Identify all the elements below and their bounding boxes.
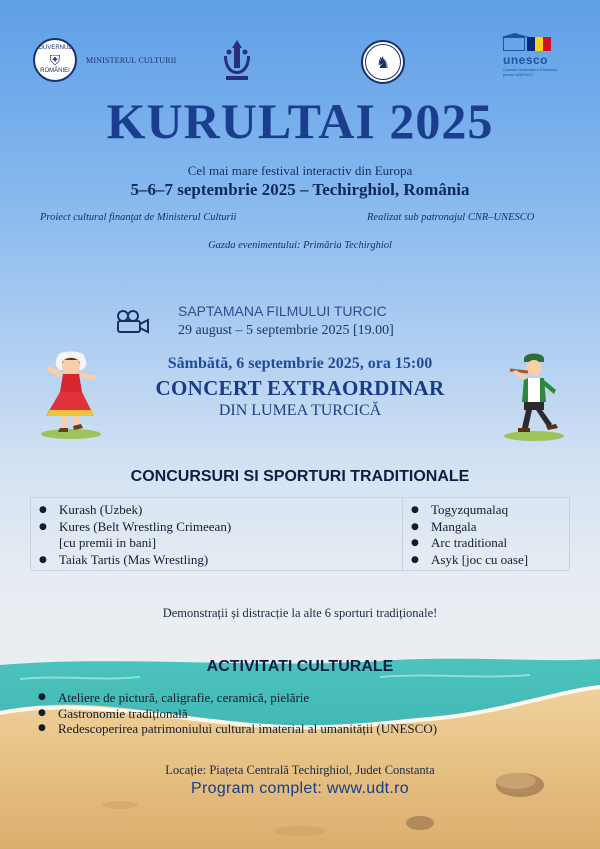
unesco-commission-text: Comisia Națională a României pentru UNESCO xyxy=(503,67,557,77)
beach-background xyxy=(0,655,600,849)
concert-date: Sâmbătă, 6 septembrie 2025, ora 15:00 xyxy=(167,355,433,372)
event-location: Locație: Piațeta Centrală Techirghiol, Judet Constanta xyxy=(165,763,435,777)
list-item xyxy=(34,721,437,737)
film-week-title: SAPTAMANA FILMULUI TURCIC xyxy=(178,303,387,319)
ministry-label: MINISTERUL CULTURII xyxy=(86,56,177,65)
list-item-text: Togyzqumalaq xyxy=(431,502,509,517)
list-item-text: Arc traditional xyxy=(431,535,508,550)
bullet-icon: ● xyxy=(39,505,47,515)
gov-logo-line-2: ROMÂNIEI xyxy=(40,68,70,74)
page-title: KURULTAI 2025 xyxy=(106,93,494,149)
gov-logo-line-1: GUVERNUL xyxy=(38,45,72,51)
list-item-text: Taiak Tartis (Mas Wrestling) xyxy=(59,551,209,567)
list-item xyxy=(31,502,391,519)
unesco-word: unesco xyxy=(503,53,549,67)
bullet-icon: ● xyxy=(38,707,46,718)
sports-list-right xyxy=(403,502,573,568)
flag-stripe-red xyxy=(543,37,551,51)
association-seal-logo xyxy=(361,40,405,84)
program-link[interactable]: Program complet: www.udt.ro xyxy=(191,780,409,797)
list-item xyxy=(31,552,391,569)
bullet-icon: ● xyxy=(411,505,419,515)
list-item-text: Kures (Belt Wrestling Crimeean) xyxy=(59,518,232,534)
coat-of-arms-icon: ⛨ xyxy=(49,52,61,68)
concert-title: CONCERT EXTRAORDINAR xyxy=(155,376,445,400)
sports-table xyxy=(30,497,570,571)
flag-stripe-yellow xyxy=(535,37,543,51)
flag-stripe-blue xyxy=(527,37,535,51)
culture-heading: ACTIVITATI CULTURALE xyxy=(206,658,394,675)
demo-note: Demonstrații și distracție la alte 6 sporturi tradiționale! xyxy=(162,606,438,620)
dancing-girl-illustration xyxy=(36,348,106,440)
list-item-text: Redescoperirea patrimoniului cultural imaterial al umanității (UNESCO) xyxy=(58,721,438,736)
bullet-icon: ● xyxy=(38,723,46,733)
concert-subtitle: DIN LUMEA TURCICĂ xyxy=(218,402,382,419)
bullet-icon: ● xyxy=(411,554,419,565)
list-item xyxy=(34,706,437,722)
bullet-icon: ● xyxy=(411,538,419,548)
list-item xyxy=(403,535,573,552)
host-note: Gazda evenimentului: Primăria Techirghiol xyxy=(208,240,392,251)
list-item xyxy=(31,519,391,536)
festival-emblem-logo xyxy=(220,38,254,82)
list-item-text: [cu premii in bani] xyxy=(59,535,157,550)
project-funding-note: Proiect cultural finanţat de Ministerul Culturii xyxy=(40,212,237,223)
culture-list xyxy=(34,690,437,737)
patronage-note: Realizat sub patronajul CNR–UNESCO xyxy=(367,212,535,223)
sports-list-left xyxy=(31,502,391,568)
government-seal-logo xyxy=(33,38,77,82)
festival-dates: 5–6–7 septembrie 2025 – Techirghiol, România xyxy=(130,180,470,199)
list-item-continuation xyxy=(31,535,391,552)
horse-rider-icon: ♞ xyxy=(365,44,401,80)
list-item xyxy=(403,519,573,536)
list-item xyxy=(403,552,573,569)
list-item-text: Kurash (Uzbek) xyxy=(59,502,143,517)
bullet-icon: ● xyxy=(39,521,47,532)
bullet-icon: ● xyxy=(38,692,46,702)
bullet-icon: ● xyxy=(411,521,419,532)
list-item-text: Mangala xyxy=(431,518,477,534)
unesco-temple-icon xyxy=(503,37,525,51)
romania-flag-icon xyxy=(527,37,551,51)
sports-heading: CONCURSURI SI SPORTURI TRADITIONALE xyxy=(130,468,470,485)
list-item xyxy=(403,502,573,519)
film-camera-icon xyxy=(116,310,150,334)
list-item-text: Ateliere de pictură, caligrafie, ceramică, pielărie xyxy=(58,690,310,705)
festival-subtitle: Cel mai mare festival interactiv din Europa xyxy=(187,163,413,178)
list-item xyxy=(34,690,437,706)
list-item-text: Asyk [joc cu oase] xyxy=(431,551,529,567)
unesco-logo xyxy=(503,37,561,77)
film-week-dates: 29 august – 5 septembrie 2025 [19.00] xyxy=(178,323,394,338)
flute-boy-illustration xyxy=(498,350,570,442)
bullet-icon: ● xyxy=(39,554,47,565)
list-item-text: Gastronomie tradițională xyxy=(58,705,188,721)
